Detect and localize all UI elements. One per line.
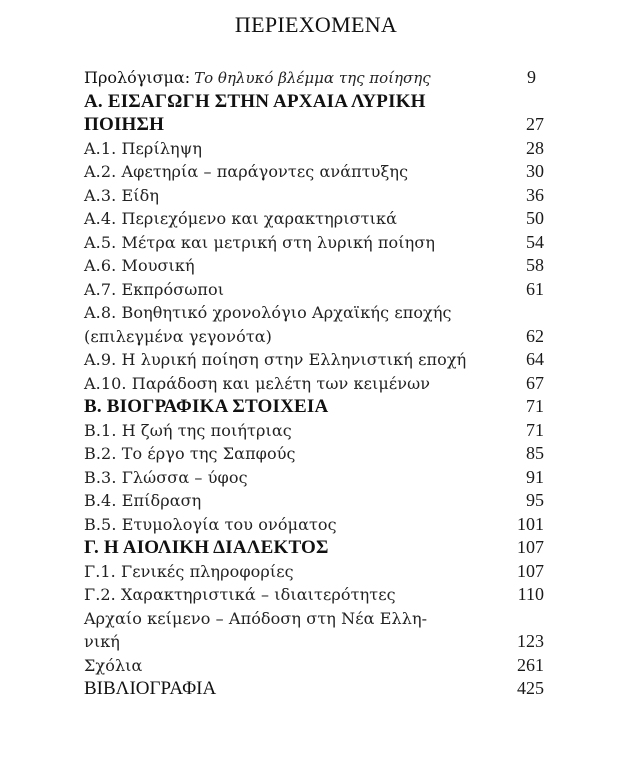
toc-entry xyxy=(84,325,544,349)
toc-entry-page: 123 xyxy=(517,631,544,651)
toc-entry-page: 67 xyxy=(526,372,544,393)
toc-entry-page: 91 xyxy=(526,466,544,487)
toc-entry-label: Α.4. Περιεχόμενο και χαρακτηριστικά xyxy=(84,209,398,228)
toc-entry xyxy=(84,207,544,231)
toc-entry-page: 30 xyxy=(526,161,544,181)
toc-entry xyxy=(84,278,544,302)
toc-entry-label: Β.3. Γλώσσα – ύφος xyxy=(84,467,248,487)
prologue-title: Το θηλυκό βλέμμα της ποίησης xyxy=(194,69,431,87)
toc-entry xyxy=(84,231,544,255)
toc-entry-label: Α.2. Αφετηρία – παράγοντες ανάπτυξης xyxy=(84,162,409,181)
toc-entry-page: 61 xyxy=(526,278,544,299)
toc-entry xyxy=(84,137,544,161)
toc-entry xyxy=(84,536,544,560)
toc-entry-label: Β.2. Το έργο της Σαπφούς xyxy=(84,444,296,463)
toc-entry-page: 107 xyxy=(517,537,544,557)
toc-entry-page: 28 xyxy=(526,137,544,158)
toc-entry-page: 261 xyxy=(517,654,544,675)
toc-entry-page: 27 xyxy=(526,114,544,134)
toc-entry-label: νική xyxy=(84,632,120,651)
toc-entry xyxy=(84,395,544,419)
toc-entry-label: Σχόλια xyxy=(84,655,143,675)
toc-entry-page: 58 xyxy=(526,255,544,275)
toc-entry-label: Α.1. Περίληψη xyxy=(84,138,203,158)
toc-entry-label: Α.5. Μέτρα και μετρική στη λυρική ποίηση xyxy=(84,232,436,252)
toc-entry-page: 110 xyxy=(517,584,544,604)
toc-entry xyxy=(84,654,544,678)
toc-entry-prologue xyxy=(84,66,544,90)
toc-entry xyxy=(84,630,544,654)
toc-entry xyxy=(84,301,544,325)
toc-entry-page: 36 xyxy=(526,184,544,205)
toc-entry xyxy=(84,254,544,278)
toc-entry-label: (επιλεγμένα γεγονότα) xyxy=(84,326,273,346)
toc-entry xyxy=(84,583,544,607)
toc-entry-label: ΒΙΒΛΙΟΓΡΑΦΙΑ xyxy=(84,678,217,699)
toc-entry xyxy=(84,348,544,372)
toc-entry-page: 71 xyxy=(526,396,544,416)
toc-entry-page: 62 xyxy=(526,325,544,346)
toc-entry-page: 85 xyxy=(526,443,544,463)
toc-entry-label: Β.5. Ετυμολογία του ονόματος xyxy=(84,514,337,534)
toc-entry xyxy=(84,160,544,184)
toc-entry-page: 9 xyxy=(527,67,536,87)
toc-entry-page: 425 xyxy=(517,678,544,698)
toc-entry xyxy=(84,489,544,513)
toc-entry-page: 95 xyxy=(526,490,544,510)
toc-entry-page: 101 xyxy=(517,513,544,534)
toc-entry-label: Γ.2. Χαρακτηριστικά – ιδιαιτερότητες xyxy=(84,585,396,604)
toc-entry xyxy=(84,419,544,443)
toc-entry-label: Α.10. Παράδοση και μελέτη των κειμένων xyxy=(84,373,431,393)
toc-entry-label: Α.8. Βοηθητικό χρονολόγιο Αρχαϊκής εποχής xyxy=(84,303,452,322)
toc-entry xyxy=(84,607,544,631)
toc-entry-label: Α.9. Η λυρική ποίηση στην Ελληνιστική εποχή xyxy=(84,350,467,369)
toc-entry-label: Β.4. Επίδραση xyxy=(84,491,202,510)
toc-entry xyxy=(84,113,544,137)
toc-entry-label: Α.7. Εκπρόσωποι xyxy=(84,279,225,299)
toc-entry xyxy=(84,442,544,466)
toc-entry-label: Α.3. Είδη xyxy=(84,185,160,205)
toc-entry-label xyxy=(84,66,496,91)
toc-entry-page: 64 xyxy=(526,349,544,369)
toc-entry xyxy=(84,677,544,701)
toc-entry-label: Γ. Η ΑΙΟΛΙΚΗ ΔΙΑΛΕΚΤΟΣ xyxy=(84,537,329,558)
toc-entry-label: Α. ΕΙΣΑΓΩΓΗ ΣΤΗΝ ΑΡΧΑΙΑ ΛΥΡΙΚΗ xyxy=(84,90,426,112)
toc-entry-page: 54 xyxy=(526,231,544,252)
toc-entry-label: ΠΟΙΗΣΗ xyxy=(84,114,165,135)
toc-entry xyxy=(84,372,544,396)
toc-entry xyxy=(84,513,544,537)
toc-entry-label: Β.1. Η ζωή της ποιήτριας xyxy=(84,420,292,440)
prologue-lead: Προλόγισμα: xyxy=(84,68,191,87)
toc-entry-label: Β. ΒΙΟΓΡΑΦΙΚΑ ΣΤΟΙΧΕΙΑ xyxy=(84,396,329,417)
toc-entry xyxy=(84,560,544,584)
toc-entries xyxy=(84,90,544,701)
toc-entry-label: Αρχαίο κείμενο – Απόδοση στη Νέα Ελλη- xyxy=(84,608,428,628)
toc-entry xyxy=(84,184,544,208)
toc-entry-page: 107 xyxy=(517,560,544,581)
toc-entry-label: Γ.1. Γενικές πληροφορίες xyxy=(84,561,294,581)
page-title: ΠΕΡΙΕΧΟΜΕΝΑ xyxy=(234,12,398,37)
toc-entry xyxy=(84,466,544,490)
toc-entry-page: 50 xyxy=(526,208,544,228)
table-of-contents xyxy=(84,66,544,701)
toc-entry xyxy=(84,90,544,114)
toc-entry-page: 71 xyxy=(526,419,544,440)
toc-entry-label: Α.6. Μουσική xyxy=(84,256,195,275)
